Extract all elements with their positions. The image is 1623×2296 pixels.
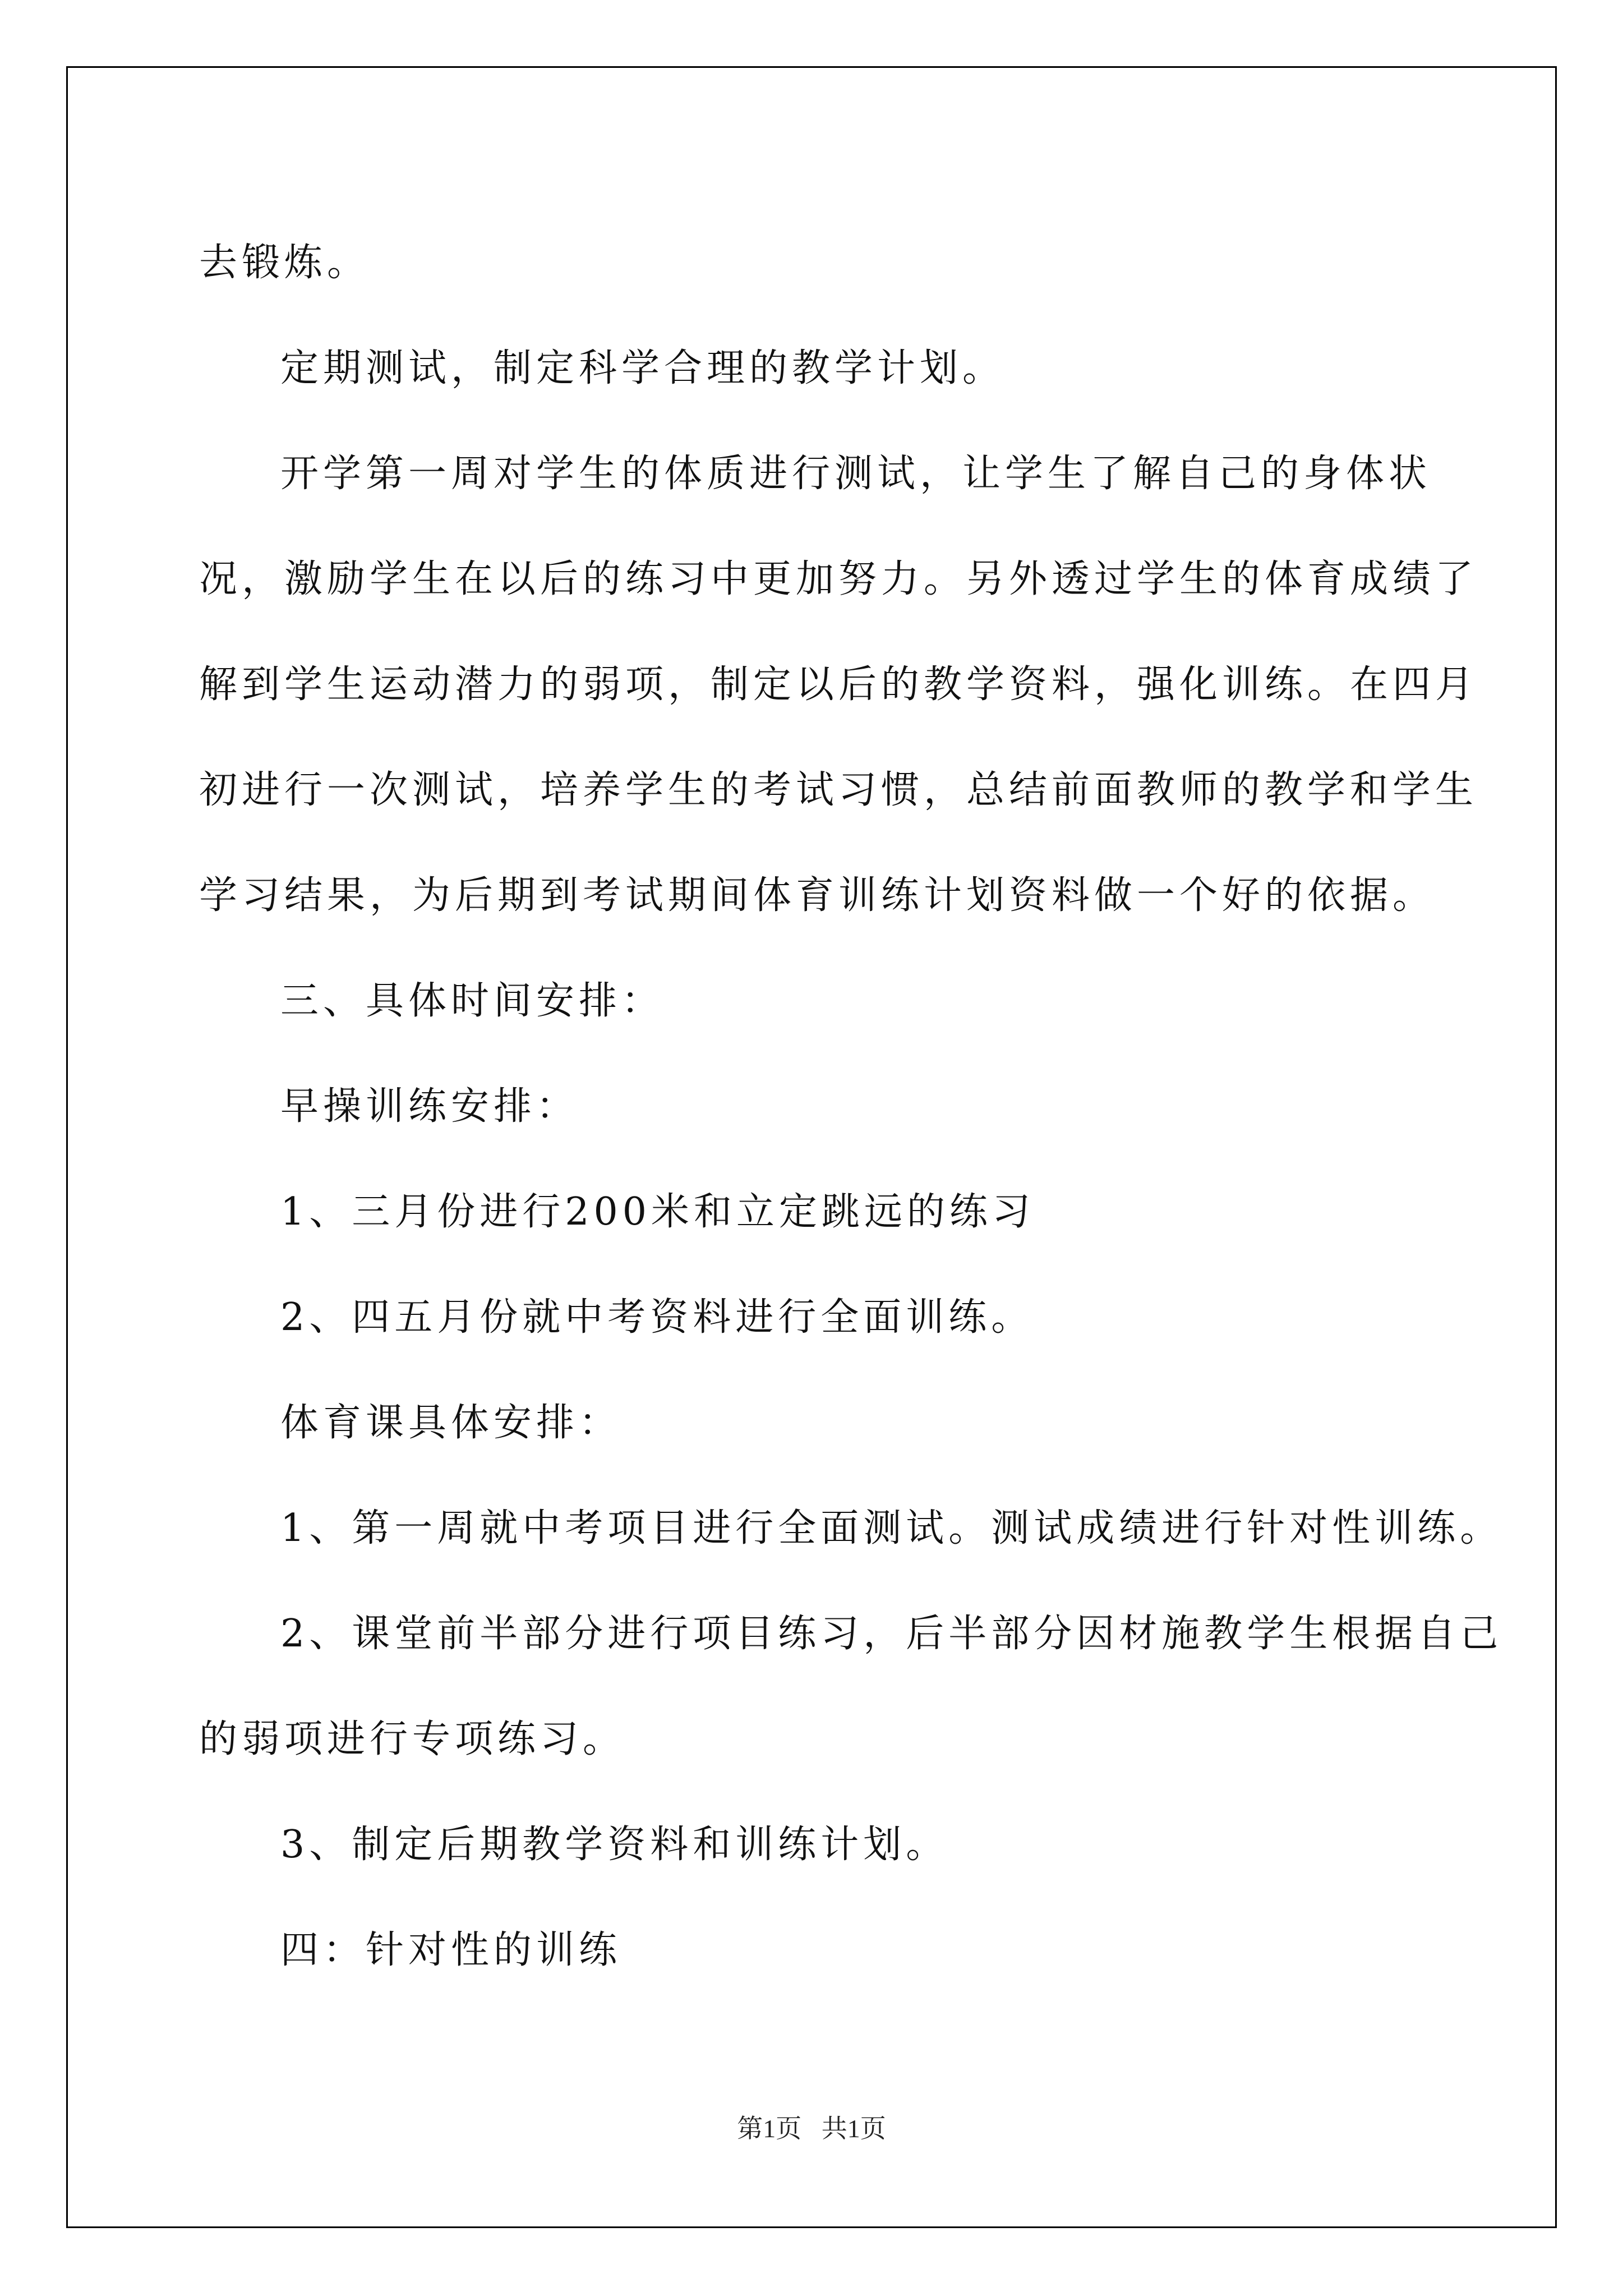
list-item-pe-2: 2、课堂前半部分进行项目练习，后半部分因材施教学生根据自己的弱项进行专项练习。 — [199, 1612, 1503, 1761]
paragraph-continuation: 去锻炼。 — [199, 241, 370, 285]
document-body — [199, 210, 1506, 2003]
paragraph-first-week-testing: 开学第一周对学生的体质进行测试，让学生了解自己的身体状况，激励学生在以后的练习中更加努力。另外透过学生的体育成绩了解到学生运动潜力的弱项，制定以后的教学资料，强化训练。在四月初进行一次测试，培养学生的考试习惯，总结前面教师的教学和学生学习结果，为后期到考试期间体育训练计划资料做一个好的依据。 — [199, 452, 1478, 918]
subheading-pe-class: 体育课具体安排： — [280, 1401, 622, 1445]
section-heading-targeted-training: 四：针对性的训练 — [280, 1928, 622, 1972]
list-item-morning-1: 1、三月份进行200米和立定跳远的练习 — [280, 1190, 1035, 1234]
page-number-footer: 第1页 共1页 — [737, 2114, 886, 2143]
list-item-morning-2: 2、四五月份就中考资料进行全面训练。 — [280, 1295, 1034, 1340]
section-heading-schedule: 三、具体时间安排： — [280, 979, 665, 1023]
subheading-morning-exercise: 早操训练安排： — [280, 1084, 579, 1129]
list-item-pe-3: 3、制定后期教学资料和训练计划。 — [280, 1823, 949, 1867]
paragraph-regular-testing: 定期测试，制定科学合理的教学计划。 — [280, 346, 1006, 390]
list-item-pe-1: 1、第一周就中考项目进行全面测试。测试成绩进行针对性训练。 — [280, 1506, 1503, 1550]
